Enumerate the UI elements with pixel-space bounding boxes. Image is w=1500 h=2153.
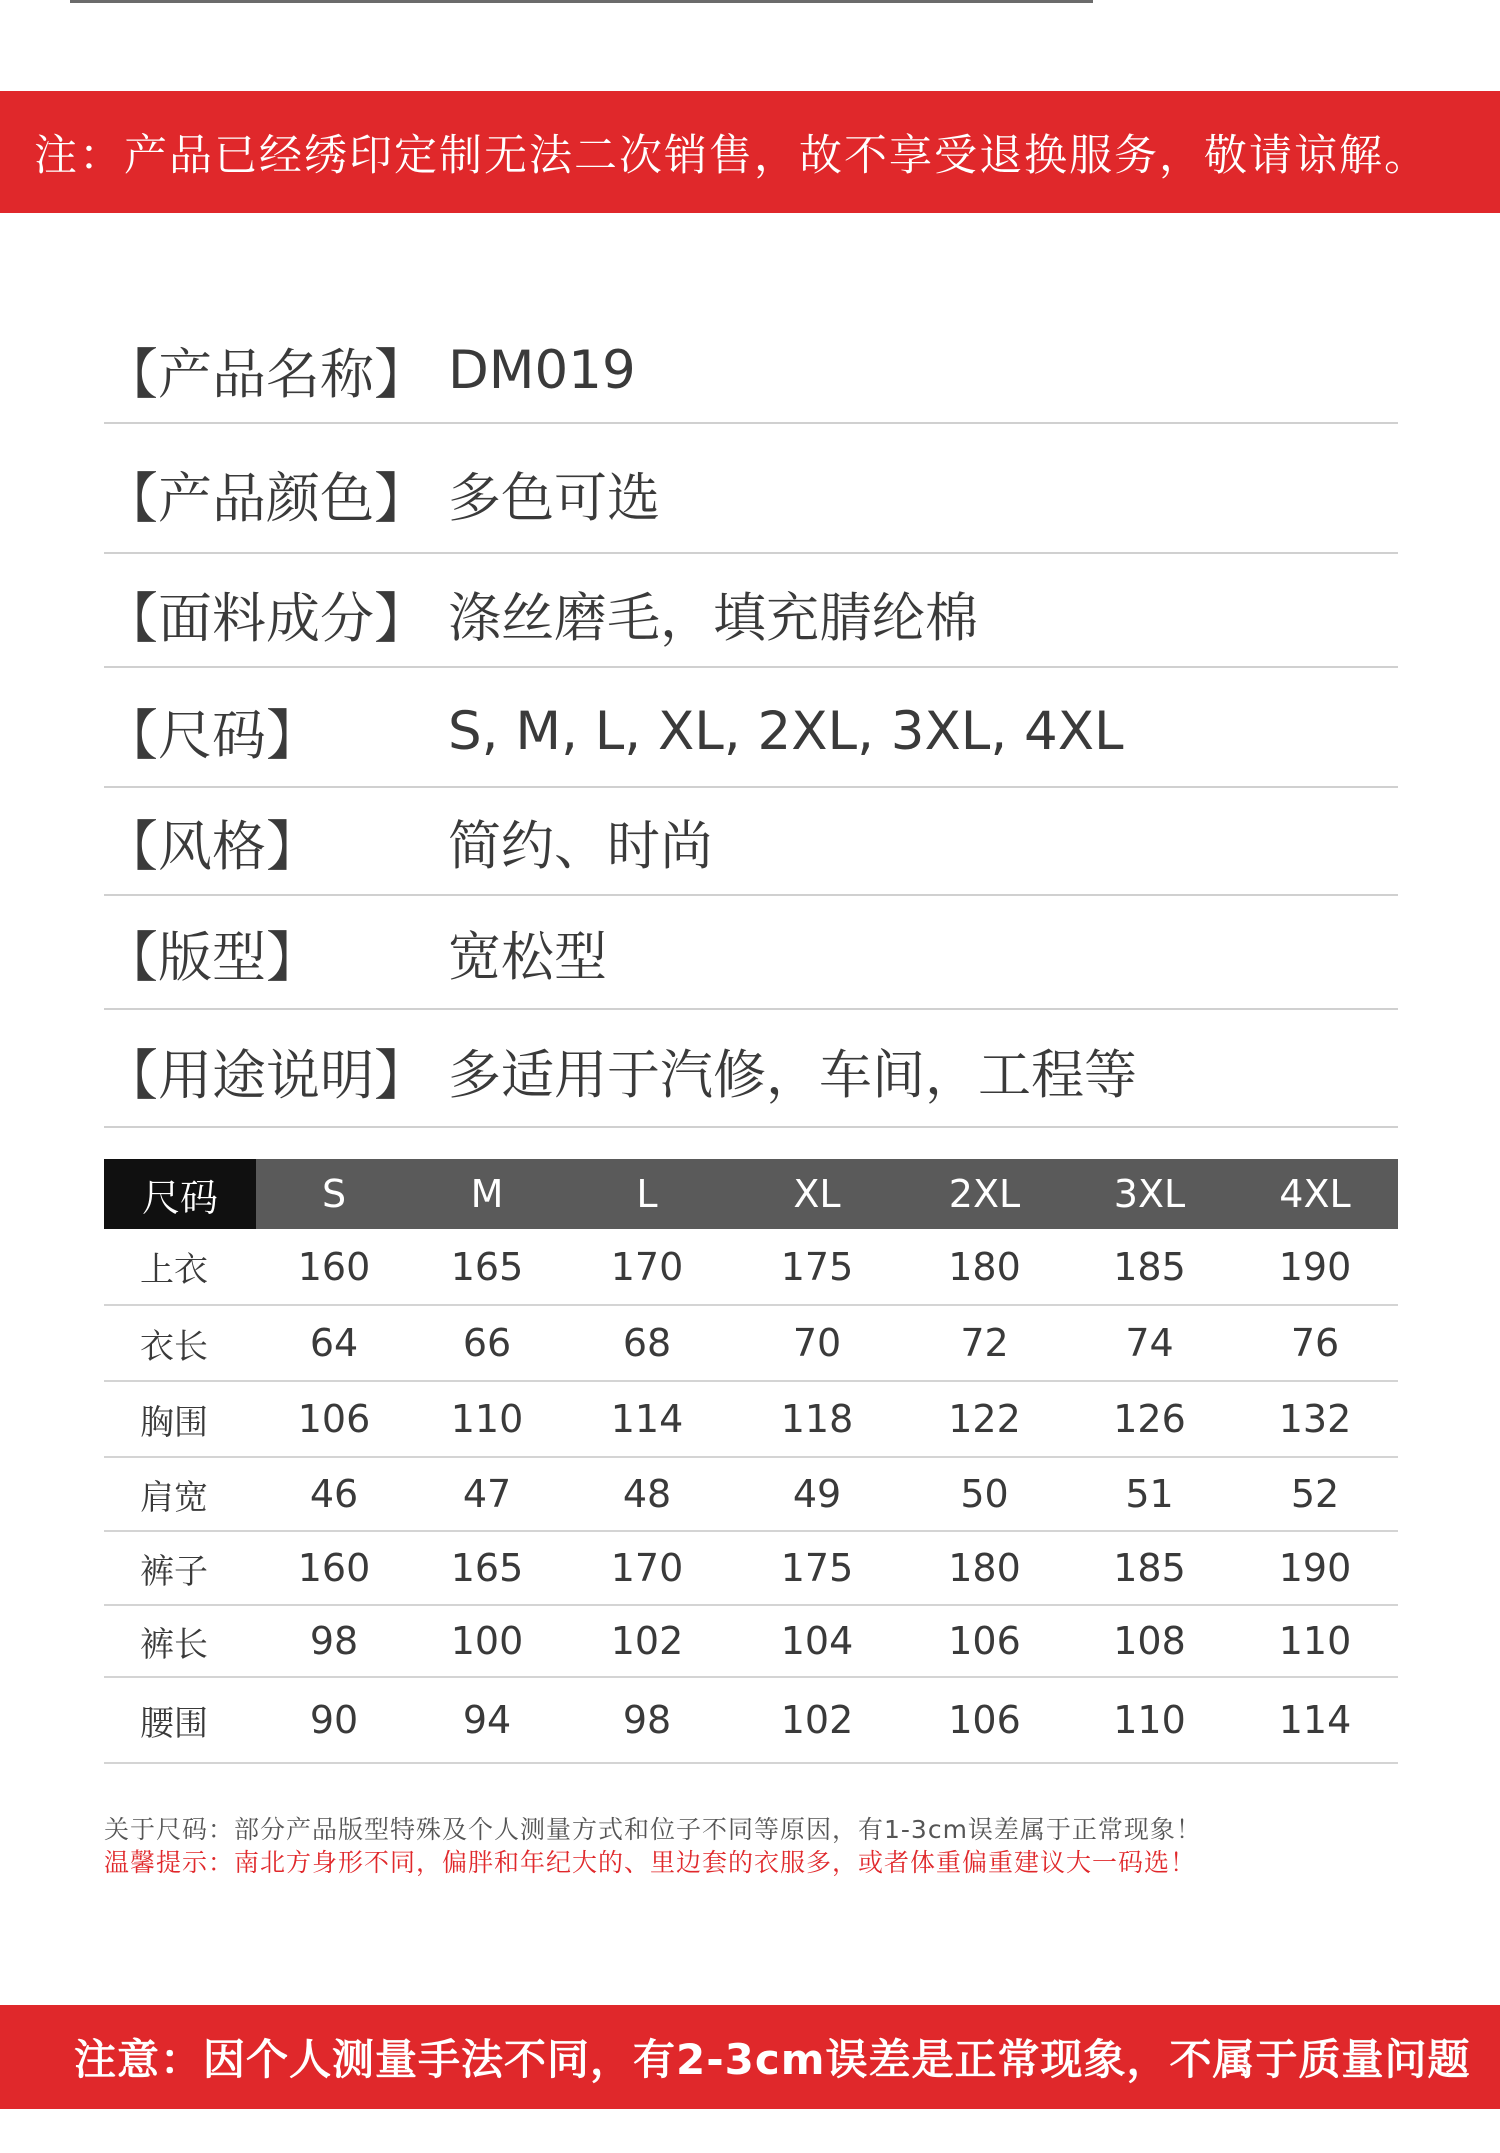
table-cell: 170: [562, 1531, 732, 1605]
table-cell: 180: [902, 1531, 1067, 1605]
table-cell: 110: [1232, 1605, 1398, 1677]
info-value: 多色可选: [448, 468, 660, 529]
table-cell: 48: [562, 1457, 732, 1531]
table-row: [104, 1305, 1398, 1381]
size-header-cell: S: [256, 1159, 412, 1229]
size-note-tip: 温馨提示：南北方身形不同，偏胖和年纪大的、里边套的衣服多，或者体重偏重建议大一码选！: [104, 1848, 1197, 1877]
info-row-sizes: [104, 676, 1398, 788]
table-cell: 70: [732, 1305, 902, 1381]
info-label: 【面料成分】: [104, 586, 428, 650]
info-value: 多适用于汽修，车间，工程等: [448, 1045, 1137, 1106]
table-cell: 180: [902, 1229, 1067, 1305]
table-cell: 90: [256, 1677, 412, 1763]
size-header-corner: 尺码: [104, 1159, 256, 1229]
table-cell: 51: [1067, 1457, 1232, 1531]
table-cell: 102: [562, 1605, 732, 1677]
table-cell: 76: [1232, 1305, 1398, 1381]
table-cell: 175: [732, 1531, 902, 1605]
size-header-cell: L: [562, 1159, 732, 1229]
table-cell: 175: [732, 1229, 902, 1305]
row-label: 胸围: [104, 1381, 256, 1457]
table-cell: 72: [902, 1305, 1067, 1381]
size-note-about: 关于尺码：部分产品版型特殊及个人测量方式和位子不同等原因，有1-3cm误差属于正常现象！: [104, 1815, 1202, 1844]
info-row-fit: [104, 898, 1398, 1010]
table-row: [104, 1457, 1398, 1531]
row-label: 上衣: [104, 1229, 256, 1305]
table-cell: 64: [256, 1305, 412, 1381]
notice-banner-top: [0, 91, 1500, 213]
row-label: 衣长: [104, 1305, 256, 1381]
table-cell: 50: [902, 1457, 1067, 1531]
info-label: 【风格】: [104, 814, 320, 878]
table-cell: 185: [1067, 1531, 1232, 1605]
info-label: 【产品颜色】: [104, 466, 428, 530]
row-label: 腰围: [104, 1677, 256, 1763]
table-cell: 106: [902, 1677, 1067, 1763]
table-cell: 126: [1067, 1381, 1232, 1457]
table-cell: 100: [412, 1605, 562, 1677]
info-label: 【尺码】: [104, 703, 320, 767]
row-label: 肩宽: [104, 1457, 256, 1531]
table-cell: 52: [1232, 1457, 1398, 1531]
table-cell: 165: [412, 1229, 562, 1305]
info-value: DM019: [448, 339, 636, 401]
table-cell: 185: [1067, 1229, 1232, 1305]
info-row-usage: [104, 1016, 1398, 1128]
table-cell: 104: [732, 1605, 902, 1677]
info-row-fabric: [104, 562, 1398, 668]
size-header-cell: 3XL: [1067, 1159, 1232, 1229]
table-cell: 110: [412, 1381, 562, 1457]
info-row-product-color: [104, 436, 1398, 554]
table-cell: 94: [412, 1677, 562, 1763]
table-cell: 132: [1232, 1381, 1398, 1457]
table-cell: 49: [732, 1457, 902, 1531]
table-cell: 47: [412, 1457, 562, 1531]
table-cell: 108: [1067, 1605, 1232, 1677]
size-header-cell: M: [412, 1159, 562, 1229]
notice-text-bottom: 注意：因个人测量手法不同，有2-3cm误差是正常现象，不属于质量问题: [74, 2035, 1471, 2084]
table-cell: 122: [902, 1381, 1067, 1457]
table-cell: 74: [1067, 1305, 1232, 1381]
size-header-cell: 2XL: [902, 1159, 1067, 1229]
info-value: 涤丝磨毛，填充腈纶棉: [448, 588, 978, 649]
table-cell: 118: [732, 1381, 902, 1457]
table-cell: 165: [412, 1531, 562, 1605]
info-label: 【用途说明】: [104, 1043, 428, 1107]
notice-banner-bottom: [0, 2005, 1500, 2109]
table-row: [104, 1677, 1398, 1763]
table-cell: 68: [562, 1305, 732, 1381]
info-label: 【产品名称】: [104, 342, 428, 406]
table-cell: 160: [256, 1229, 412, 1305]
size-header-row: [104, 1159, 1398, 1229]
info-label: 【版型】: [104, 925, 320, 989]
notice-text-top: 注：产品已经绣印定制无法二次销售，故不享受退换服务，敬请谅解。: [34, 130, 1429, 181]
table-cell: 66: [412, 1305, 562, 1381]
size-header-cell: XL: [732, 1159, 902, 1229]
row-label: 裤长: [104, 1605, 256, 1677]
table-cell: 46: [256, 1457, 412, 1531]
table-cell: 190: [1232, 1229, 1398, 1305]
top-divider: [70, 0, 1093, 3]
table-cell: 160: [256, 1531, 412, 1605]
info-value: S, M, L, XL, 2XL, 3XL, 4XL: [448, 700, 1124, 762]
info-row-product-name: [104, 318, 1398, 424]
table-cell: 98: [256, 1605, 412, 1677]
table-row: [104, 1229, 1398, 1305]
table-row: [104, 1381, 1398, 1457]
info-value: 宽松型: [448, 927, 607, 988]
row-label: 裤子: [104, 1531, 256, 1605]
table-row: [104, 1531, 1398, 1605]
info-value: 简约、时尚: [448, 816, 713, 877]
size-chart-table: [104, 1159, 1398, 1764]
table-cell: 106: [902, 1605, 1067, 1677]
table-cell: 170: [562, 1229, 732, 1305]
table-cell: 190: [1232, 1531, 1398, 1605]
table-cell: 106: [256, 1381, 412, 1457]
table-cell: 110: [1067, 1677, 1232, 1763]
table-cell: 114: [562, 1381, 732, 1457]
table-cell: 102: [732, 1677, 902, 1763]
size-header-cell: 4XL: [1232, 1159, 1398, 1229]
table-cell: 114: [1232, 1677, 1398, 1763]
info-row-style: [104, 790, 1398, 896]
table-row: [104, 1605, 1398, 1677]
table-cell: 98: [562, 1677, 732, 1763]
